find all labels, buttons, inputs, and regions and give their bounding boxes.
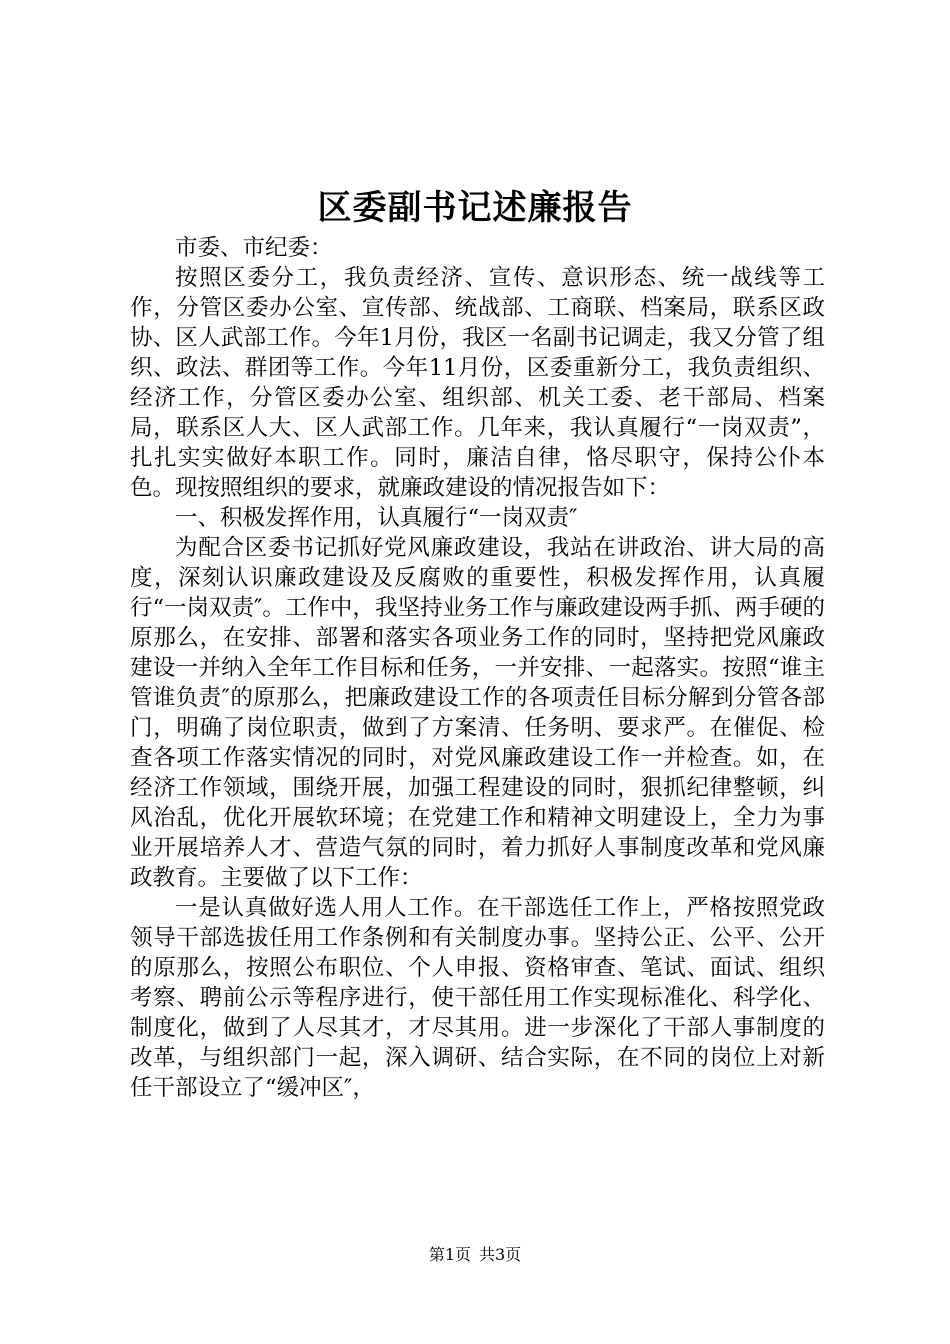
section-heading-1: 一、积极发挥作用，认真履行“一岗双责″: [175, 505, 578, 531]
page-footer: [0, 1243, 950, 1267]
paragraph-intro: 按照区委分工，我负责经济、宣传、意识形态、统一战线等工作，分管区委办公室、宣传部、统战部、工商联、档案局，联系区政协、区人武部工作。今年1月份，我区一名副书记调走，我又分管了组织、政法、群团等工作。今年11月份，区委重新分工，我负责组织、经济工作，分管区委办公室、组织部、机关工委、老干部局、档案局，联系区人大、区人武部工作。几年来，我认真履行“一岗双责”，扎扎实实做好本职工作。同时，廉洁自律，恪尽职守，保持公仆本色。现按照组织的要求，就廉政建设的情况报告如下：: [130, 265, 825, 501]
salutation: 市委、市纪委：: [175, 235, 333, 261]
page-number: 第1页: [428, 1245, 471, 1264]
paragraph-item-1: 一是认真做好选人用人工作。在干部选任工作上，严格按照党政领导干部选拔任用工作条例和有关制度办事。坚持公正、公平、公开的原那么，按照公布职位、个人申报、资格审查、笔试、面试、组织考察、聘前公示等程序进行，使干部任用工作实现标准化、科学化、制度化，做到了人尽其才，才尽其用。进一步深化了干部人事制度的改革，与组织部门一起，深入调研、结合实际，在不同的岗位上对新任干部设立了“缓冲区″，: [130, 895, 825, 1101]
document-body: [130, 233, 825, 1103]
document-title: 区委副书记述廉报告: [317, 188, 633, 228]
paragraph-section-1: 为配合区委书记抓好党风廉政建设，我站在讲政治、讲大局的高度，深刻认识廉政建设及反腐败的重要性，积极发挥作用，认真履行“一岗双责″。工作中，我坚持业务工作与廉政建设两手抓、两手硬的原那么，在安排、部署和落实各项业务工作的同时，坚持把党风廉政建设一并纳入全年工作目标和任务，一并安排、一起落实。按照“谁主管谁负责″的原那么，把廉政建设工作的各项责任目标分解到分管各部门，明确了岗位职责，做到了方案清、任务明、要求严。在催促、检查各项工作落实情况的同时，对党风廉政建设工作一并检查。如，在经济工作领域，围绕开展，加强工程建设的同时，狠抓纪律整顿，纠风治乱，优化开展软环境；在党建工作和精神文明建设上，全力为事业开展培养人才、营造气氛的同时，着力抓好人事制度改革和党风廉政教育。主要做了以下工作：: [130, 535, 825, 891]
page-total: 共3页: [479, 1245, 522, 1264]
